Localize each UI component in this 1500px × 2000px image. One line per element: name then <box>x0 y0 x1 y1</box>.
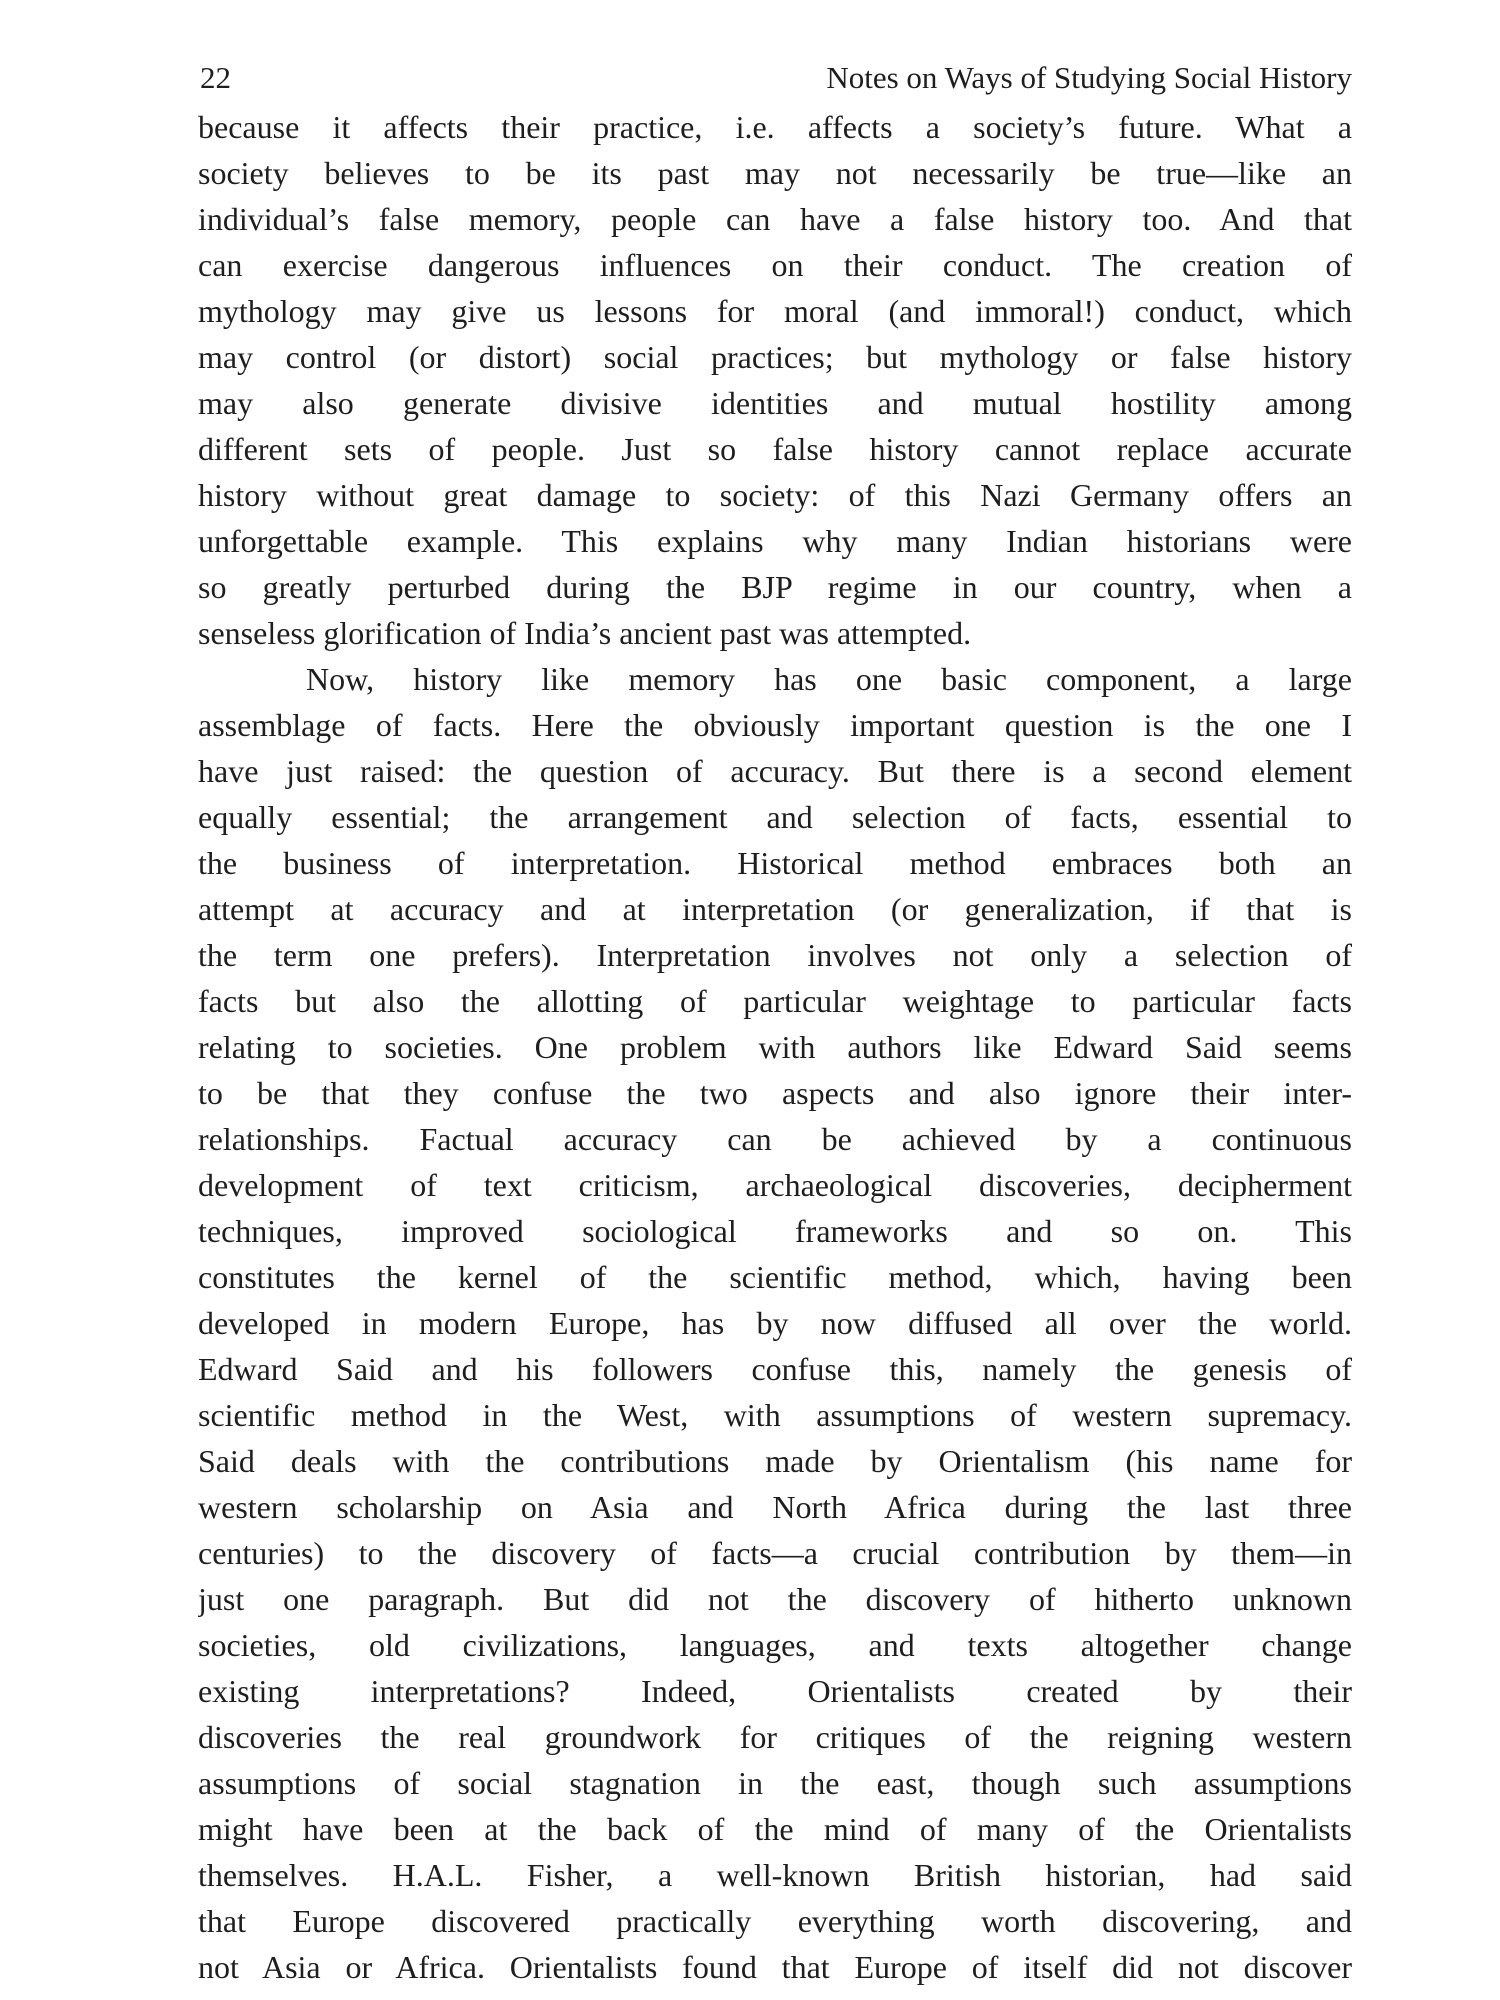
text-line: mythology may give us lessons for moral (and immoral!) conduct, which <box>198 293 1352 329</box>
text-line: Edward Said and his followers confuse this, namely the genesis of <box>198 1351 1352 1387</box>
text-line: scientific method in the West, with assumptions of western supremacy. <box>198 1397 1352 1433</box>
text-line: the term one prefers). Interpretation involves not only a selection of <box>198 937 1352 973</box>
text-line: may also generate divisive identities and mutual hostility among <box>198 385 1352 421</box>
text-line: society believes to be its past may not necessarily be true—like an <box>198 155 1352 191</box>
paragraph-first-line: Now, history like memory has one basic component, a large <box>306 661 1352 697</box>
text-line: techniques, improved sociological frameworks and so on. This <box>198 1213 1352 1249</box>
text-line: centuries) to the discovery of facts—a crucial contribution by them—in <box>198 1535 1352 1571</box>
text-line: existing interpretations? Indeed, Orientalists created by their <box>198 1673 1352 1709</box>
text-line: development of text criticism, archaeological discoveries, decipherment <box>198 1167 1352 1203</box>
text-line: senseless glorification of India’s ancient past was attempted. <box>198 615 972 651</box>
text-line: developed in modern Europe, has by now diffused all over the world. <box>198 1305 1352 1341</box>
text-line: different sets of people. Just so false history cannot replace accurate <box>198 431 1352 467</box>
text-line: not Asia or Africa. Orientalists found that Europe of itself did not discover <box>198 1949 1352 1985</box>
text-line: can exercise dangerous influences on their conduct. The creation of <box>198 247 1352 283</box>
text-line: relating to societies. One problem with authors like Edward Said seems <box>198 1029 1352 1065</box>
text-line: assemblage of facts. Here the obviously important question is the one I <box>198 707 1352 743</box>
text-line: themselves. H.A.L. Fisher, a well-known British historian, had said <box>198 1857 1352 1893</box>
text-line: equally essential; the arrangement and selection of facts, essential to <box>198 799 1352 835</box>
running-head-title: Notes on Ways of Studying Social History <box>826 60 1352 95</box>
text-line: might have been at the back of the mind of many of the Orientalists <box>198 1811 1352 1847</box>
body-text <box>198 104 1352 1990</box>
text-line: constitutes the kernel of the scientific method, which, having been <box>198 1259 1352 1295</box>
text-line: facts but also the allotting of particular weightage to particular facts <box>198 983 1352 1019</box>
page-number: 22 <box>200 60 231 95</box>
text-line: to be that they confuse the two aspects and also ignore their inter- <box>198 1075 1352 1111</box>
text-line: unforgettable example. This explains why many Indian historians were <box>198 523 1352 559</box>
text-line: have just raised: the question of accuracy. But there is a second element <box>198 753 1352 789</box>
running-head <box>200 56 1352 100</box>
text-line: may control (or distort) social practices; but mythology or false history <box>198 339 1352 375</box>
text-line: discoveries the real groundwork for critiques of the reigning western <box>198 1719 1352 1755</box>
text-line: societies, old civilizations, languages, and texts altogether change <box>198 1627 1352 1663</box>
text-line: western scholarship on Asia and North Africa during the last three <box>198 1489 1352 1525</box>
text-line: history without great damage to society: of this Nazi Germany offers an <box>198 477 1352 513</box>
text-line: individual’s false memory, people can have a false history too. And that <box>198 201 1352 237</box>
text-line: assumptions of social stagnation in the east, though such assumptions <box>198 1765 1352 1801</box>
text-line: Said deals with the contributions made by Orientalism (his name for <box>198 1443 1352 1479</box>
text-line: attempt at accuracy and at interpretation (or generalization, if that is <box>198 891 1352 927</box>
text-line: the business of interpretation. Historical method embraces both an <box>198 845 1352 881</box>
text-line: because it affects their practice, i.e. affects a society’s future. What a <box>198 109 1352 145</box>
text-line: just one paragraph. But did not the discovery of hitherto unknown <box>198 1581 1352 1617</box>
text-line: so greatly perturbed during the BJP regime in our country, when a <box>198 569 1352 605</box>
text-line: relationships. Factual accuracy can be achieved by a continuous <box>198 1121 1352 1157</box>
text-line: that Europe discovered practically everything worth discovering, and <box>198 1903 1352 1939</box>
